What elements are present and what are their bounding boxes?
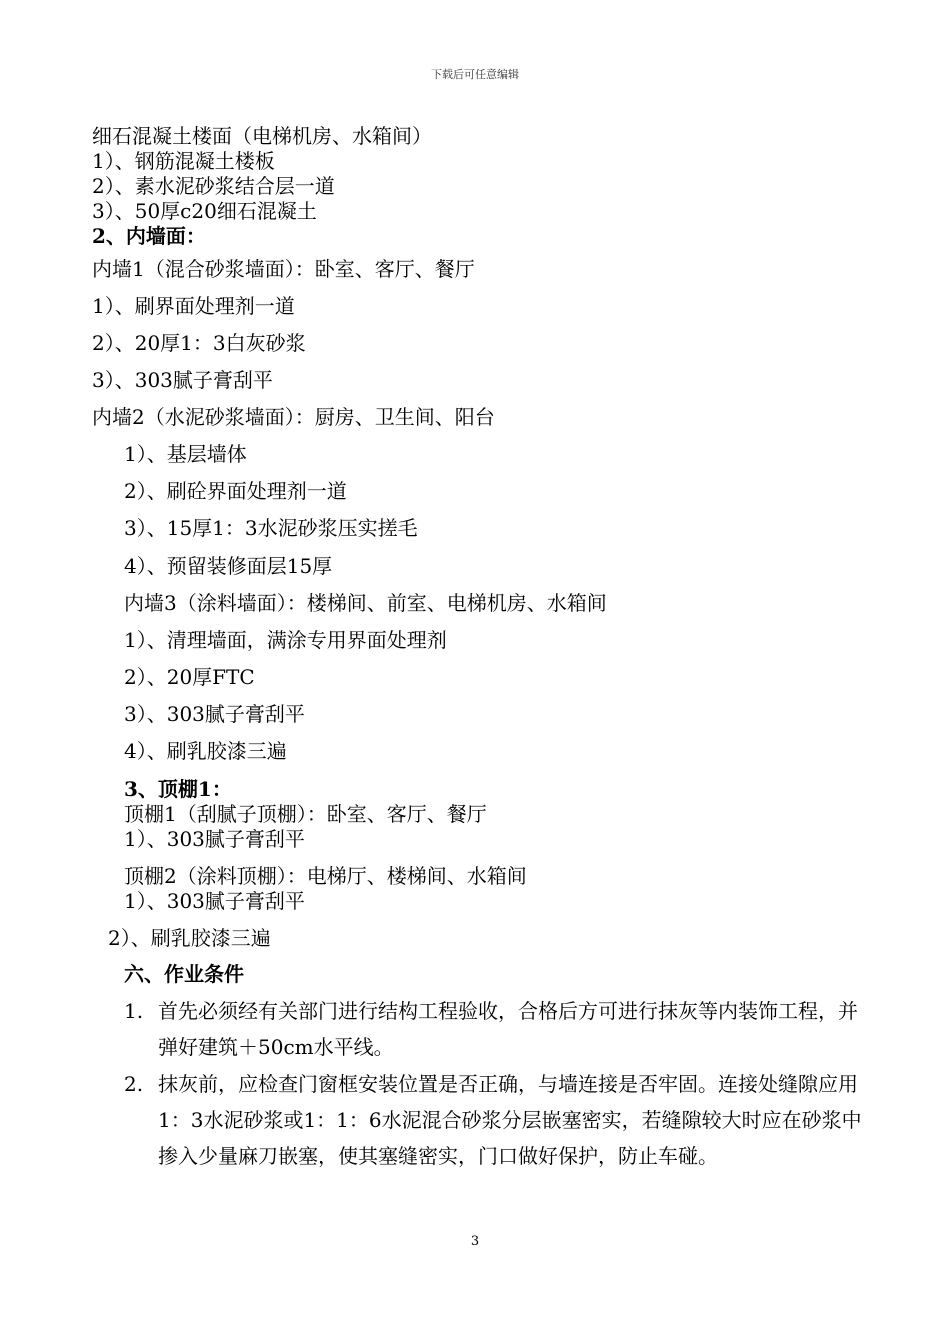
wall3-item-3: 3）、303腻子膏刮平 xyxy=(124,702,305,726)
wall2-item-2: 2）、刷砼界面处理剂一道 xyxy=(124,479,347,503)
wall3-item-2: 2）、20厚FTC xyxy=(124,665,255,689)
wall2-title: 内墙2（水泥砂浆墙面）：厨房、卫生间、阳台 xyxy=(92,405,495,429)
wall3-item-4: 4）、刷乳胶漆三遍 xyxy=(124,739,287,763)
floor-item-3: 3）、50厚c20细石混凝土 xyxy=(92,199,317,223)
wall2-item-4: 4）、预留装修面层15厚 xyxy=(124,554,333,578)
wall1-item-3: 3）、303腻子膏刮平 xyxy=(92,368,273,392)
wall3-item-1: 1）、清理墙面，满涂专用界面处理剂 xyxy=(124,628,447,652)
wall3-title: 内墙3（涂料墙面）：楼梯间、前室、电梯机房、水箱间 xyxy=(124,591,607,615)
floor-item-1: 1）、钢筋混凝土楼板 xyxy=(92,149,275,173)
section2-heading: 2、内墙面： xyxy=(92,224,206,248)
ceiling2-item-2: 2）、刷乳胶漆三遍 xyxy=(108,926,271,950)
section6-heading: 六、作业条件 xyxy=(124,962,244,986)
paragraph-2-text: 抹灰前，应检查门窗框安装位置是否正确，与墙连接是否牢固。连接处缝隙应用1：3水泥砂浆或1：1：6水泥混合砂浆分层嵌塞密实，若缝隙较大时应在砂浆中掺入少量麻刀嵌塞，使其塞缝密实，门口做好保护，防止车碰。 xyxy=(158,1072,862,1168)
wall1-item-2: 2）、20厚1：3白灰砂浆 xyxy=(92,331,306,355)
ceiling1-item-1: 1）、303腻子膏刮平 xyxy=(124,827,305,851)
page-header: 下载后可任意编辑 xyxy=(431,68,519,81)
paragraph-1-number: 1. xyxy=(124,999,144,1023)
paragraph-1-text: 首先必须经有关部门进行结构工程验收，合格后方可进行抹灰等内装饰工程，并弹好建筑＋50cm水平线。 xyxy=(158,999,858,1059)
wall2-item-3: 3）、15厚1：3水泥砂浆压实搓毛 xyxy=(124,516,418,540)
floor-title: 细石混凝土楼面（电梯机房、水箱间） xyxy=(92,124,432,148)
section3-heading: 3、顶棚1： xyxy=(124,777,232,801)
ceiling1-title: 顶棚1（刮腻子顶棚）：卧室、客厅、餐厅 xyxy=(124,802,487,826)
wall1-title: 内墙1（混合砂浆墙面）：卧室、客厅、餐厅 xyxy=(92,257,475,281)
wall1-item-1: 1）、刷界面处理剂一道 xyxy=(92,294,295,318)
page-number: 3 xyxy=(470,1234,480,1249)
floor-item-2: 2）、素水泥砂浆结合层一道 xyxy=(92,174,335,198)
paragraph-2-number: 2. xyxy=(124,1072,144,1096)
ceiling2-title: 顶棚2（涂料顶棚）：电梯厅、楼梯间、水箱间 xyxy=(124,864,527,888)
ceiling2-item-1: 1）、303腻子膏刮平 xyxy=(124,889,305,913)
wall2-item-1: 1）、基层墙体 xyxy=(124,442,247,466)
